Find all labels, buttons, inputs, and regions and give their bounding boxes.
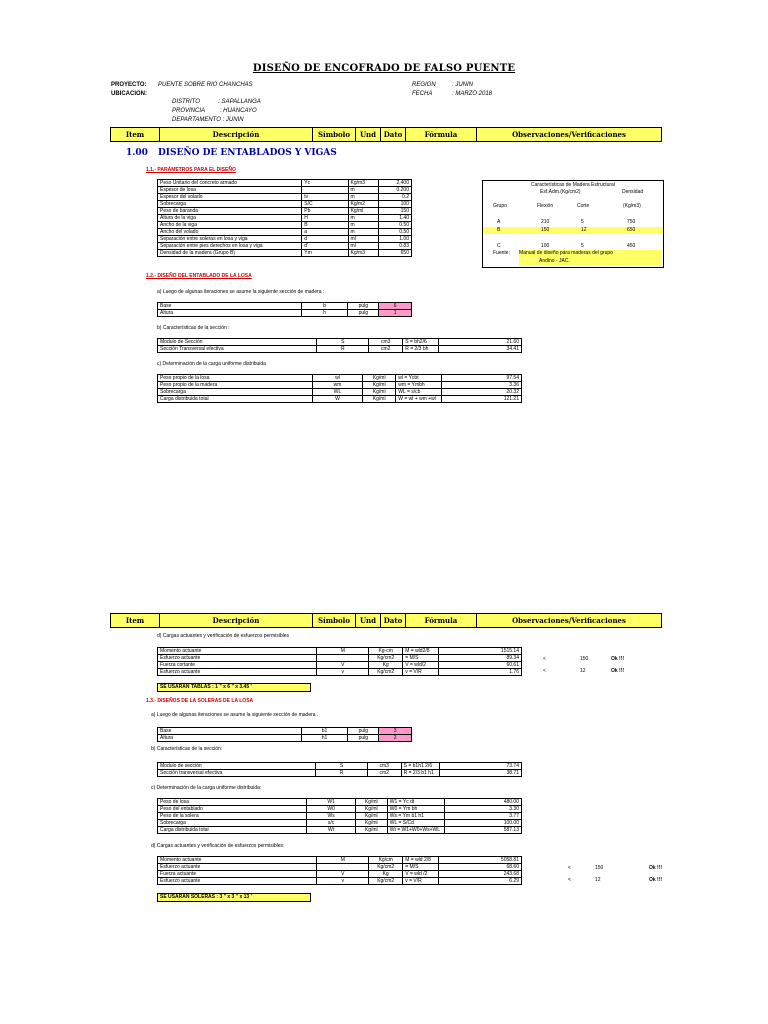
madera-fuente-2: Andino - JAC.	[539, 258, 570, 264]
s12-a-text: a) Luego de algunas iteraciones se asume la siguiente sección de madera :	[157, 289, 325, 295]
cell-symbol: S/C	[302, 201, 348, 208]
cell-symbol	[302, 187, 348, 194]
table-row	[158, 878, 522, 885]
cell-value: 0.2	[379, 194, 412, 201]
check-operator: <	[543, 656, 546, 662]
table-row	[158, 763, 522, 770]
p2-d2-text: d) Cargas actuantes y verificación de esfuerzos permisibles:	[151, 843, 285, 849]
cell-desc: Base	[158, 728, 302, 735]
check-result: Ok !!!	[649, 877, 663, 883]
check-result: Ok !!!	[611, 656, 625, 662]
subsection-1-1-title: 1.1.- PARÁMETROS PARA EL DISEÑO	[146, 167, 236, 173]
check-result: Ok !!!	[611, 668, 625, 674]
cell-unit: Kg/ml	[355, 806, 387, 813]
cell-result: 60.61	[439, 662, 522, 669]
cell-desc: Separación entre pies derechos en losa y viga	[158, 243, 302, 250]
table-row	[158, 728, 412, 735]
cell-value: W0 = Ym bh	[387, 806, 444, 813]
header-item: Item	[111, 614, 160, 627]
cell-result: 68.60	[439, 864, 522, 871]
cell-result: 1.76	[439, 669, 522, 676]
cell-unit: ml	[348, 236, 379, 243]
cell-result: 89.34	[439, 655, 522, 662]
cell-value: 6	[379, 303, 412, 310]
cell-result: 20.32	[441, 389, 521, 396]
table-row	[158, 346, 522, 353]
cell-symbol: S	[316, 763, 367, 770]
table-row	[158, 813, 522, 820]
cell-desc: Sección Transversal efectiva	[158, 346, 317, 353]
cell-symbol: v	[317, 669, 369, 676]
cell-symbol	[317, 655, 369, 662]
table-row	[158, 396, 522, 403]
cell-desc: Sobrecarga	[158, 820, 307, 827]
cell-desc: Base	[158, 303, 302, 310]
cell-symbol: d'	[302, 243, 348, 250]
cell-unit: Kg/ml	[355, 820, 387, 827]
madera-col-header: Flexión	[537, 203, 554, 209]
check-operator: <	[568, 877, 571, 883]
cell-unit: Kg/ml	[363, 396, 396, 403]
cell-desc: Peso de baranda	[158, 208, 302, 215]
cell-result: 1515.14	[439, 648, 522, 655]
cell-value: v = V/R	[403, 669, 439, 676]
cell-desc: Peso propio de la losa	[158, 375, 313, 382]
cell-unit: Kg/cm2	[369, 655, 403, 662]
column-header-bar	[110, 127, 662, 142]
cell-symbol: Yc	[302, 180, 348, 187]
check-limit: 150	[595, 865, 604, 871]
cell-value: V = wld /2	[403, 871, 439, 878]
cell-desc: Densidad de la madera (Grupo B)	[158, 250, 302, 257]
cell-value: 650	[379, 250, 412, 257]
document-title: DISEÑO DE ENCOFRADO DE FALSO PUENTE	[252, 63, 516, 74]
cell-value: WL = S/Cd	[387, 820, 444, 827]
cell-desc: Peso de losa	[158, 799, 307, 806]
cell-symbol: WL	[312, 389, 362, 396]
cell-symbol: d	[302, 236, 348, 243]
madera-title: Características de Madera Estructural	[531, 182, 615, 188]
madera-cell: 210	[541, 219, 550, 225]
proyecto-label: PROYECTO:	[111, 82, 147, 88]
subsection-1-3-title: 1.3.- DISEÑOS DE LA SOLERAS DE LA LOSA	[146, 698, 254, 704]
table-row	[158, 389, 522, 396]
ubicacion-label: UBICACION:	[111, 91, 147, 97]
cell-value: S = bh2/6	[403, 339, 439, 346]
cell-desc: Sobrecarga	[158, 201, 302, 208]
table-row	[158, 187, 412, 194]
p2-c-text: c) Determinación de la carga uniforme distribuida:	[151, 785, 262, 791]
cell-desc: Separación entre soleras en losa y viga	[158, 236, 302, 243]
cell-result: 3.77	[444, 813, 521, 820]
cell-desc: Esfuerzo actuante	[158, 669, 317, 676]
cell-value: = M/S	[403, 864, 439, 871]
cell-unit: pulg	[348, 310, 379, 317]
header-formula: Fórmula	[406, 614, 477, 627]
cell-value: M = wld2/8	[403, 648, 439, 655]
cell-unit: Kg/m3	[348, 180, 379, 187]
cell-symbol: H	[302, 215, 348, 222]
cell-unit: pulg	[348, 303, 379, 310]
subsection-1-2-title: 1.2.- DISEÑO DEL ENTABLADO DE LA LOSA	[146, 273, 252, 279]
madera-cell: C	[497, 243, 501, 249]
cell-symbol: S	[317, 339, 369, 346]
cell-result: 587.13	[444, 827, 521, 834]
table-row	[158, 236, 412, 243]
p2-esfuerzos-table	[157, 647, 522, 676]
distrito: DISTRITO : SAPALLANGA	[172, 99, 261, 105]
cell-symbol: W	[312, 396, 362, 403]
table-row	[158, 857, 522, 864]
cell-desc: Ancho del volado	[158, 229, 302, 236]
cell-value: W = wl + wm +wl	[396, 396, 442, 403]
cell-result: 34.41	[439, 346, 522, 353]
cell-value: Ws = Ym b1 h1	[387, 813, 444, 820]
cell-value: 2,400	[379, 180, 412, 187]
fecha-value: : MARZO 2018	[452, 91, 493, 97]
table-row	[158, 243, 412, 250]
madera-cell: 12	[581, 227, 587, 233]
cell-value: 1.40	[379, 215, 412, 222]
cell-value: 150	[379, 208, 412, 215]
cell-unit: Kg/cm2	[369, 669, 403, 676]
cell-unit: Kg/cm2	[369, 864, 403, 871]
cell-unit: Kg/ml	[363, 382, 396, 389]
header-dato: Dato	[381, 128, 406, 141]
madera-row	[483, 219, 663, 226]
cell-value: V = wld/2	[403, 662, 439, 669]
cell-unit: Kg/cm2	[369, 878, 403, 885]
table-row	[158, 382, 522, 389]
cell-value: wl = Ycbt	[396, 375, 442, 382]
table-row	[158, 648, 522, 655]
section-title: DISEÑO DE ENTABLADOS Y VIGAS	[158, 148, 337, 158]
cell-desc: Espesor del volado	[158, 194, 302, 201]
cell-value: W1 = Yc dt	[387, 799, 444, 806]
madera-cell: B	[497, 227, 501, 233]
cell-unit: Kg/ml	[363, 389, 396, 396]
madera-cell: 100	[541, 243, 550, 249]
cell-desc: Peso Unitario del concreto armado	[158, 180, 302, 187]
cell-desc: Esfuerzo actuante	[158, 878, 317, 885]
header-simbolo: Símbolo	[313, 614, 356, 627]
madera-col-header: Grupo	[493, 203, 507, 209]
p2-carga-table	[157, 798, 522, 834]
cell-desc: Ancho de la viga	[158, 222, 302, 229]
cell-unit: Kg/ml	[363, 375, 396, 382]
table-row	[158, 662, 522, 669]
cell-symbol: W1	[307, 799, 355, 806]
cell-symbol: Ym	[302, 250, 348, 257]
cell-symbol: wm	[312, 382, 362, 389]
s12-carga-table	[157, 374, 522, 403]
column-header-bar-2	[110, 613, 662, 628]
cell-value: R = 2/3 b1 h1	[401, 770, 439, 777]
cell-symbol: s/c	[307, 820, 355, 827]
cell-desc: Modulo de sección	[158, 763, 316, 770]
cell-desc: Momento actuante	[158, 857, 317, 864]
cell-value: wm = Ymbh	[396, 382, 442, 389]
cell-desc: Modulo de Sección	[158, 339, 317, 346]
cell-desc: Carga distribuida total	[158, 827, 307, 834]
header-und: Und	[356, 614, 381, 627]
madera-cell: 150	[541, 227, 550, 233]
table-row	[158, 655, 522, 662]
table-row	[158, 669, 522, 676]
madera-row	[483, 227, 663, 234]
cell-unit: Kg/ml	[355, 827, 387, 834]
check-limit: 12	[595, 877, 601, 883]
cell-unit: Kg/m3	[348, 250, 379, 257]
cell-result: 243.68	[439, 871, 522, 878]
cell-unit: cm2	[367, 770, 401, 777]
cell-unit: m	[348, 194, 379, 201]
cell-symbol: R	[317, 346, 369, 353]
table-row	[158, 229, 412, 236]
cell-unit: ml	[348, 243, 379, 250]
check-operator: <	[568, 865, 571, 871]
cell-unit: m	[348, 229, 379, 236]
cell-unit: Kg	[369, 871, 403, 878]
cell-symbol: a	[302, 229, 348, 236]
cell-symbol: V	[317, 871, 369, 878]
cell-unit: cm2	[369, 346, 403, 353]
madera-cell: 5	[581, 243, 584, 249]
cell-result: 3.30	[444, 806, 521, 813]
cell-desc: Espesor de losa	[158, 187, 302, 194]
cell-symbol: Ws	[307, 813, 355, 820]
cell-symbol: W0	[307, 806, 355, 813]
cell-value: Wt = W1+W0+Ws+WL	[387, 827, 444, 834]
cell-unit: Kg/ml	[355, 813, 387, 820]
cell-value: 0.200	[379, 187, 412, 194]
header-und: Und	[356, 128, 381, 141]
madera-cell: 650	[627, 227, 636, 233]
cell-result: 6.29	[439, 878, 522, 885]
cell-symbol: b	[301, 303, 348, 310]
table-row	[158, 180, 412, 187]
s12-c-text: c) Determinación de la carga uniforme distribuida	[157, 361, 266, 367]
cell-value: = M/S	[403, 655, 439, 662]
cell-unit: Kg/ml	[348, 208, 379, 215]
table-row	[158, 303, 412, 310]
cell-unit: Kg	[369, 662, 403, 669]
p2-caracteristicas-table	[157, 762, 522, 777]
cell-value: v = V/R	[403, 878, 439, 885]
cell-result: 97.54	[441, 375, 521, 382]
table-row	[158, 871, 522, 878]
cell-desc: Fuerza cortante	[158, 662, 317, 669]
cell-unit: Kg/m2	[348, 201, 379, 208]
header-descripcion: Descripción	[160, 614, 313, 627]
cell-desc: Peso del entablado	[158, 806, 307, 813]
cell-desc: Momento actuante	[158, 648, 317, 655]
region-value: : JUNIN	[452, 82, 473, 88]
madera-densidad: Densidad	[622, 189, 644, 195]
cell-unit: m	[348, 222, 379, 229]
cell-unit: Kg/ml	[355, 799, 387, 806]
madera-fuente-label: Fuente:	[493, 250, 510, 256]
cell-symbol: V	[317, 662, 369, 669]
table-row	[158, 339, 522, 346]
fecha-label: FECHA	[412, 91, 433, 97]
cell-symbol: B	[302, 222, 348, 229]
p2-b-text: b) Características de la sección:	[151, 746, 223, 752]
madera-cell: 5	[581, 219, 584, 225]
table-row	[158, 215, 412, 222]
header-simbolo: Símbolo	[313, 128, 356, 141]
table-row	[158, 194, 412, 201]
cell-unit: pulg	[348, 728, 379, 735]
cell-value: 0.50	[379, 222, 412, 229]
check-result: Ok !!!	[649, 865, 663, 871]
cell-desc: Sección transversal efectiva	[158, 770, 316, 777]
cell-unit: cm3	[369, 339, 403, 346]
table-row	[158, 799, 522, 806]
header-descripcion: Descripción	[160, 128, 313, 141]
cell-unit: pulg	[348, 735, 379, 742]
header-item: Item	[111, 128, 160, 141]
madera-cell: 450	[627, 243, 636, 249]
p2-section-table	[157, 727, 412, 742]
table-row	[158, 770, 522, 777]
cell-desc: Esfuerzo actuante	[158, 864, 317, 871]
table-row	[158, 820, 522, 827]
cell-symbol: Pb	[302, 208, 348, 215]
cell-value: S = b1h1 2/6	[401, 763, 439, 770]
madera-col-header: Corte	[577, 203, 590, 209]
p2-d-text: d) Cargas actuantes y verificación de esfuerzos permisibles	[157, 633, 290, 639]
table-row	[158, 864, 522, 871]
cell-value: 1	[379, 310, 412, 317]
cell-unit: m	[348, 215, 379, 222]
madera-table	[482, 180, 664, 268]
cell-value: M = wld 2/8	[403, 857, 439, 864]
cell-result: 121.21	[441, 396, 521, 403]
use-soleras-banner: SE USARAN SOLERAS : 3 " x 3 " x 13 '	[157, 893, 311, 902]
cell-desc: Carga distribuida total	[158, 396, 313, 403]
cell-desc: Altura de la viga	[158, 215, 302, 222]
cell-value: 2	[379, 735, 412, 742]
table-row	[158, 375, 522, 382]
madera-cell: A	[497, 219, 501, 225]
cell-result: 73.74	[440, 763, 522, 770]
cell-symbol: v	[317, 878, 369, 885]
cell-result: 480.00	[444, 799, 521, 806]
madera-col-header: (Kg/m3)	[623, 203, 641, 209]
header-observaciones: Observaciones/Verificaciones	[477, 128, 661, 141]
cell-desc: Esfuerzo actuante	[158, 655, 317, 662]
cell-unit: cm3	[367, 763, 401, 770]
cell-value: 3	[379, 728, 412, 735]
proyecto-value: PUENTE SOBRE RIO CHANCHAS	[158, 82, 253, 88]
cell-desc: Altura	[158, 310, 302, 317]
table-row	[158, 250, 412, 257]
cell-desc: Altura	[158, 735, 302, 742]
cell-unit: m	[348, 187, 379, 194]
s12-caracteristicas-table	[157, 338, 522, 353]
cell-symbol: h1	[301, 735, 348, 742]
check-operator: <	[543, 668, 546, 674]
cell-symbol	[317, 864, 369, 871]
table-row	[158, 806, 522, 813]
check-limit: 150	[580, 656, 589, 662]
cell-symbol: M	[317, 857, 369, 864]
cell-value: R = 2/3 bh	[403, 346, 439, 353]
cell-value: 1.00	[379, 236, 412, 243]
cell-symbol: wl	[312, 375, 362, 382]
madera-fuente: Manual de diseño para maderas del grupo	[519, 250, 661, 266]
madera-cell: 750	[627, 219, 636, 225]
parametros-table	[157, 179, 412, 257]
region-label: REGION	[412, 82, 436, 88]
use-tablas-banner: SE USARAN TABLAS : 1 " x 6 " x 3.45 '	[157, 683, 311, 692]
cell-desc: Sobrecarga	[158, 389, 313, 396]
table-row	[158, 310, 412, 317]
cell-symbol: M	[317, 648, 369, 655]
s12-section-table	[157, 302, 412, 317]
cell-symbol: tv	[302, 194, 348, 201]
header-formula: Fórmula	[406, 128, 477, 141]
p2-a-text: a) Luego de algunas iteraciones se asume la siguiente sección de madera .	[151, 712, 319, 718]
header-dato: Dato	[381, 614, 406, 627]
table-row	[158, 827, 522, 834]
cell-unit: Kg/cm	[369, 857, 403, 864]
cell-result: 38.71	[440, 770, 522, 777]
madera-esf: Esf.Adm.(Kg/cm2)	[540, 189, 581, 195]
table-row	[158, 208, 412, 215]
cell-unit: Kg-cm	[369, 648, 403, 655]
cell-result: 5058.81	[439, 857, 522, 864]
provincia: PROVINCIA : HUANCAYO	[172, 108, 257, 114]
cell-result: 100.00	[444, 820, 521, 827]
cell-result: 21.60	[439, 339, 522, 346]
header-observaciones: Observaciones/Verificaciones	[477, 614, 661, 627]
table-row	[158, 222, 412, 229]
p2-esfuerzos-table-2	[157, 856, 522, 885]
cell-symbol: R	[316, 770, 367, 777]
cell-desc: Fuerza actuante	[158, 871, 317, 878]
madera-row	[483, 243, 663, 250]
cell-symbol: Wt	[307, 827, 355, 834]
cell-value: 0.50	[379, 229, 412, 236]
cell-desc: Peso propio de la madera	[158, 382, 313, 389]
cell-value: 100	[379, 201, 412, 208]
table-row	[158, 735, 412, 742]
cell-symbol: h	[301, 310, 348, 317]
section-number: 1.00	[126, 148, 148, 158]
s12-b-text: b) Características de la sección :	[157, 325, 230, 331]
cell-value: 0.83	[379, 243, 412, 250]
check-limit: 12	[580, 668, 586, 674]
departamento: DEPARTAMENTO : JUNIN	[172, 117, 244, 123]
cell-symbol: b1	[301, 728, 348, 735]
cell-desc: Peso de la solera	[158, 813, 307, 820]
cell-value: WL = s/cb	[396, 389, 442, 396]
cell-result: 3.36	[441, 382, 521, 389]
table-row	[158, 201, 412, 208]
